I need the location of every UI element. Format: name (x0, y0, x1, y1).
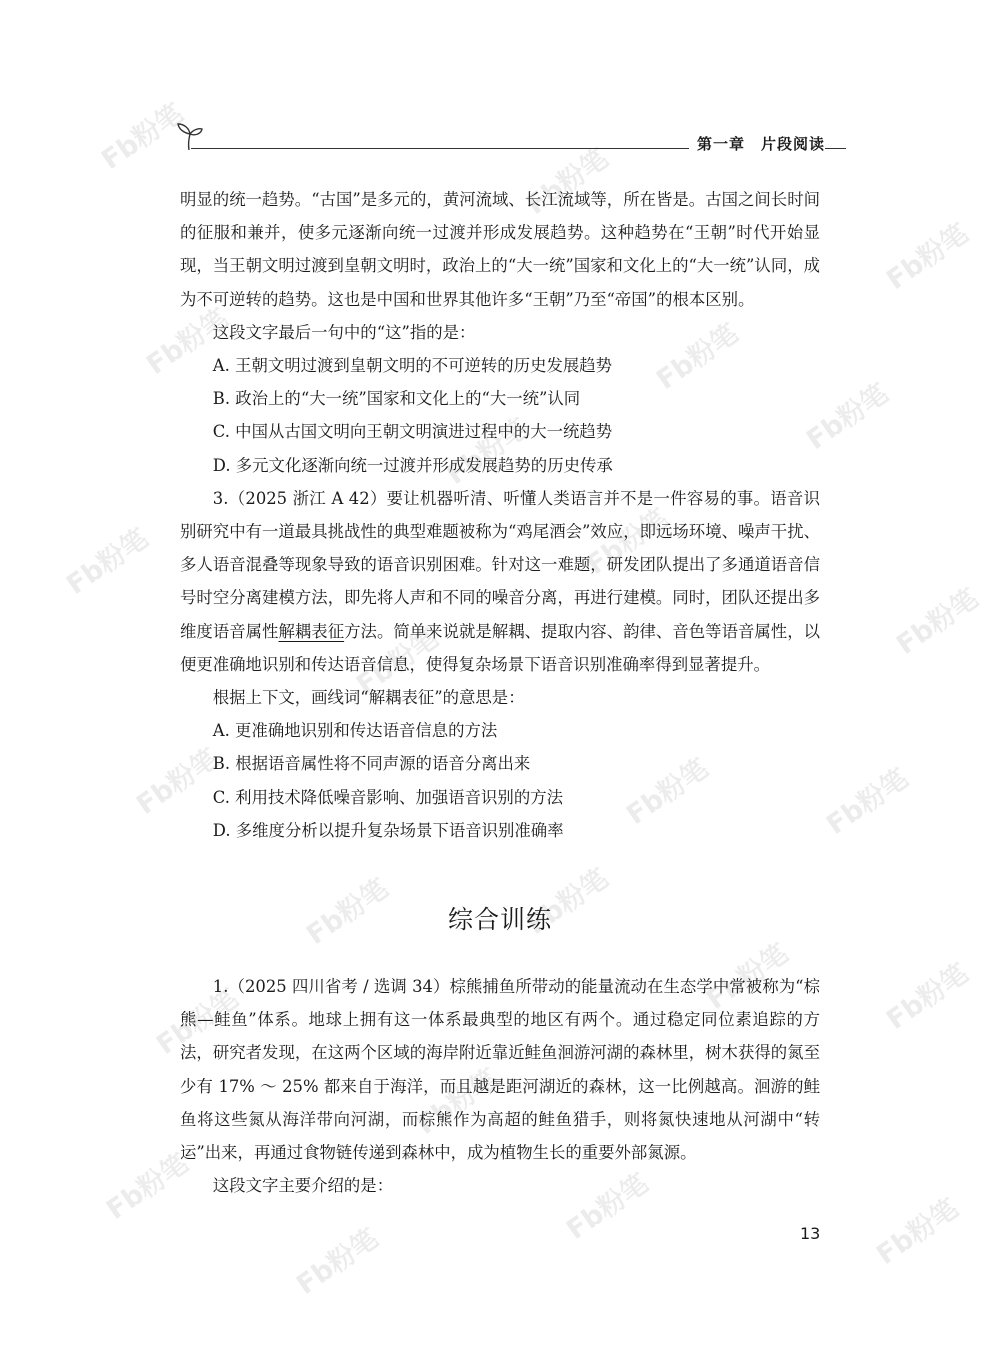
watermark-fb-logo: Fb粉笔 (151, 982, 245, 1061)
watermark-fb-logo: Fb粉笔 (561, 1167, 655, 1246)
watermark-fb-logo: Fb粉笔 (701, 937, 795, 1016)
question-3-passage (180, 482, 820, 681)
watermark-fb-logo: Fb粉笔 (141, 302, 235, 381)
watermark-fb-logo: Fb粉笔 (291, 1222, 385, 1301)
chapter-title: 第一章 片段阅读 (689, 133, 825, 154)
watermark-fb-logo: Fb粉笔 (131, 742, 225, 821)
watermark-fb-logo: Fb粉笔 (441, 412, 535, 491)
question-3-option-d: D. 多维度分析以提升复杂场景下语音识别准确率 (212, 820, 564, 840)
question-2-stem: 这段文字最后一句中的“这”指的是： (212, 322, 476, 342)
question-2-option-b: B. 政治上的“大一统”国家和文化上的“大一统”认同 (212, 389, 581, 409)
watermark-fb-logo: Fb粉笔 (96, 97, 190, 176)
question-3-stem: 根据上下文，画线词“解耦表征”的意思是： (212, 688, 525, 708)
watermark-fb-logo: Fb粉笔 (301, 872, 395, 951)
watermark-fb-logo: Fb粉笔 (881, 957, 975, 1036)
question-2-option-c: C. 中国从古国文明向王朝文明演进过程中的大一统趋势 (212, 422, 613, 442)
watermark-fb-logo: Fb粉笔 (801, 377, 895, 456)
watermark-fb-logo: Fb粉笔 (871, 1192, 965, 1271)
question-3-passage-after: 方法。简单来说就是解耦、提取内容、韵律、音色等语音属性，以便更准确地识别和传达语音信息，使得复杂场景下语音识别准确率得到显著提升。 (180, 621, 821, 674)
watermark-fb-logo: Fb粉笔 (101, 1147, 195, 1226)
watermark-fb-logo: Fb粉笔 (891, 582, 985, 661)
watermark-fb-logo: Fb粉笔 (651, 317, 745, 396)
page-number: 13 (800, 1224, 821, 1243)
question-block-bottom (180, 970, 820, 1202)
passage-continuation: 明显的统一趋势。“古国”是多元的，黄河流域、长江流域等，所在皆是。古国之间长时间的征服和兼并，使多元逐渐向统一过渡并形成发展趋势。这种趋势在“王朝”时代开始显现，当王朝文明过渡到皇朝文明时，政治上的“大一统”国家和文化上的“大一统”认同，成为不可逆转的趋势。这也是中国和世界其他许多“王朝”乃至“帝国”的根本区别。 (180, 190, 820, 309)
section-title: 综合训练 (447, 905, 552, 934)
underlined-term: 解耦表征 (278, 621, 345, 641)
watermark-fb-logo: Fb粉笔 (881, 217, 975, 296)
question-3-passage-before: 3.（2025 浙江 A 42）要让机器听清、听懂人类语言并不是一件容易的事。语音识别研究中有一道最具挑战性的典型难题被称为“鸡尾酒会”效应，即远场环境、噪声干扰、多人语音混叠等现象导致的语音识别困难。针对这一难题，研发团队提出了多通道语音信号时空分离建模方法，即先将人声和不同的噪音分离，再进行建模。同时，团队还提出多维度语音属性 (180, 488, 820, 641)
watermark-fb-logo: Fb粉笔 (521, 142, 615, 221)
question-3-option-a: A. 更准确地识别和传达语音信息的方法 (212, 721, 498, 741)
question-3-option-c: C. 利用技术降低噪音影响、加强语音识别的方法 (212, 787, 563, 807)
question-block-top (180, 183, 820, 847)
watermark-fb-logo: Fb粉笔 (821, 762, 915, 841)
watermark-fb-logo: Fb粉笔 (61, 522, 155, 601)
running-header (175, 120, 825, 160)
training-1-stem: 这段文字主要介绍的是： (212, 1176, 394, 1196)
question-3-option-b: B. 根据语音属性将不同声源的语音分离出来 (212, 754, 531, 774)
training-1-passage: 1.（2025 四川省考 / 选调 34）棕熊捕鱼所带动的能量流动在生态学中常被称为“棕熊—鲑鱼”体系。地球上拥有这一体系最典型的地区有两个。通过稳定同位素追踪的方法，研究者发现，在这两个区域的海岸附近靠近鲑鱼洄游河湖的森林里，树木获得的氮至少有 17% ～ 25% 都来自于海洋，而且越是距河湖近的森林，这一比例越高。洄游的鲑鱼将这些氮从海洋带向河湖，而棕熊作为高超的鲑鱼猎手，则将氮快速地从河湖中“转运”出来，再通过食物链传递到森林中，成为植物生长的重要外部氮源。 (180, 977, 820, 1163)
watermark-fb-logo: Fb粉笔 (581, 502, 675, 581)
watermark-fb-logo: Fb粉笔 (411, 1062, 505, 1141)
watermark-fb-logo: Fb粉笔 (621, 752, 715, 831)
watermark-fb-logo: Fb粉笔 (351, 622, 445, 701)
question-2-option-a: A. 王朝文明过渡到皇朝文明的不可逆转的历史发展趋势 (212, 356, 613, 376)
question-2-option-d: D. 多元文化逐渐向统一过渡并形成发展趋势的历史传承 (212, 455, 613, 475)
watermark-fb-logo: Fb粉笔 (521, 862, 615, 941)
